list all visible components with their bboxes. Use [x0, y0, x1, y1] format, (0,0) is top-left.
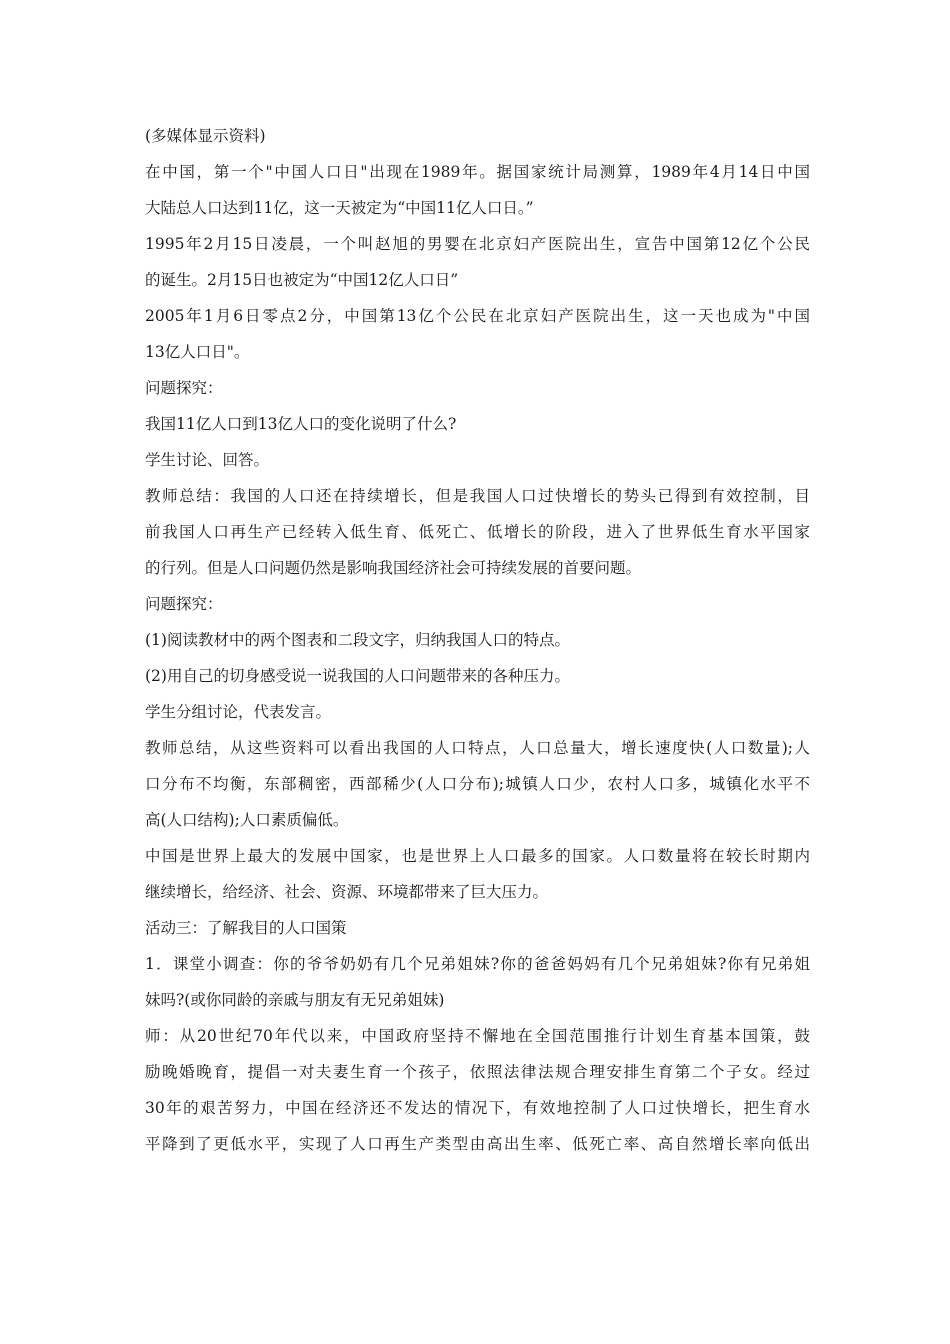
document-body — [145, 118, 810, 1162]
section-heading: 问题探究： — [145, 379, 223, 397]
text-line: 我国11亿人口到13亿人口的变化说明了什么? — [145, 415, 457, 433]
text-line: 妹吗?(或你同龄的亲戚与朋友有无兄弟姐妹) — [145, 991, 445, 1009]
text-line: 学生讨论、回答。 — [145, 451, 270, 469]
text-line: (多媒体显示资料) — [145, 127, 266, 145]
text-line: 前我国人口再生产已经转入低生育、低死亡、低增长的阶段，进入了世界低生育水平国家 — [145, 523, 810, 541]
text-line: 大陆总人口达到11亿，这一天被定为“中国11亿人口日。” — [145, 199, 534, 217]
text-line: 教师总结：我国的人口还在持续增长，但是我国人口过快增长的势头已得到有效控制，目 — [145, 487, 810, 505]
text-line: 13亿人口日"。 — [145, 343, 250, 361]
text-line: 1．课堂小调查：你的爷爷奶奶有几个兄弟姐妹?你的爸爸妈妈有几个兄弟姐妹?你有兄弟姐 — [145, 955, 810, 973]
text-line: 教师总结，从这些资料可以看出我国的人口特点，人口总量大，增长速度快(人口数量);人 — [145, 739, 810, 757]
text-line: 2005年1月6日零点2分，中国第13亿个公民在北京妇产医院出生，这一天也成为"中国 — [145, 307, 810, 325]
section-heading: 活动三：了解我目的人口国策 — [145, 919, 347, 937]
text-line: 高(人口结构);人口素质偏低。 — [145, 811, 349, 829]
text-line: 在中国，第一个"中国人口日"出现在1989年。据国家统计局测算，1989年4月14日中国 — [145, 163, 810, 181]
text-line: (2)用自己的切身感受说一说我国的人口问题带来的各种压力。 — [145, 667, 570, 685]
text-line: 继续增长，给经济、社会、资源、环境都带来了巨大压力。 — [145, 883, 549, 901]
text-line: 平降到了更低水平，实现了人口再生产类型由高出生率、低死亡率、高自然增长率向低出 — [145, 1135, 810, 1153]
text-line: 励晚婚晚育，提倡一对夫妻生育一个孩子，依照法律法规合理安排生育第二个子女。经过 — [145, 1063, 810, 1081]
text-line: 师：从20世纪70年代以来，中国政府坚持不懈地在全国范围推行计划生育基本国策，鼓 — [145, 1027, 810, 1045]
text-line: 学生分组讨论，代表发言。 — [145, 703, 332, 721]
text-line: 30年的艰苦努力，中国在经济还不发达的情况下，有效地控制了人口过快增长，把生育水 — [145, 1099, 810, 1117]
text-line: 中国是世界上最大的发展中国家，也是世界上人口最多的国家。人口数量将在较长时期内 — [145, 847, 810, 865]
text-line: 的诞生。2月15日也被定为“中国12亿人口日” — [145, 271, 459, 289]
text-line: 口分布不均衡，东部稠密，西部稀少(人口分布);城镇人口少，农村人口多，城镇化水平不 — [145, 775, 810, 793]
section-heading: 问题探究： — [145, 595, 223, 613]
text-line: 的行列。但是人口问题仍然是影响我国经济社会可持续发展的首要问题。 — [145, 559, 642, 577]
text-line: 1995年2月15日凌晨，一个叫赵旭的男婴在北京妇产医院出生，宣告中国第12亿个公民 — [145, 235, 810, 253]
text-line: (1)阅读教材中的两个图表和二段文字，归纳我国人口的特点。 — [145, 631, 570, 649]
